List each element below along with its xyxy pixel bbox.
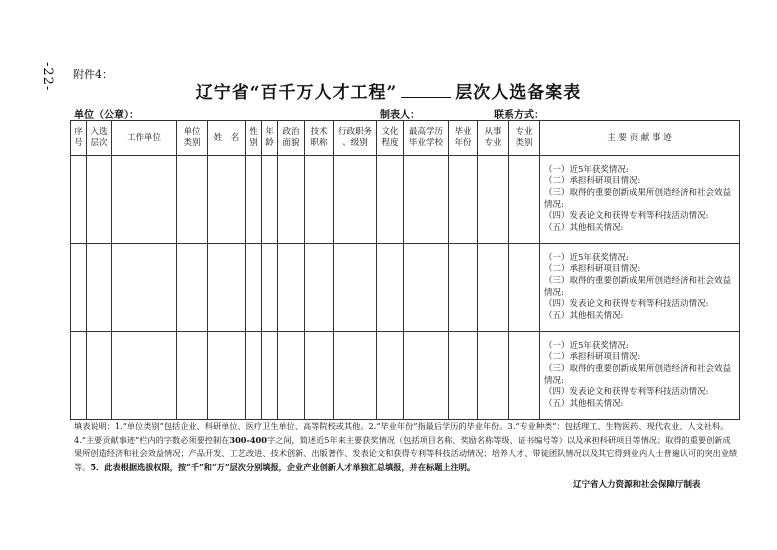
cell-admin[interactable] bbox=[334, 332, 377, 420]
col-seq: 序 号 bbox=[71, 121, 87, 156]
col-title: 技术 职称 bbox=[305, 121, 334, 156]
cell-name[interactable] bbox=[208, 156, 246, 244]
col-grad-year: 毕业 年份 bbox=[449, 121, 478, 156]
unit-label: 单位（公章）： bbox=[74, 110, 139, 121]
cell-school[interactable] bbox=[404, 156, 449, 244]
page-number: -22- bbox=[40, 62, 55, 92]
cell-seq[interactable] bbox=[71, 332, 87, 420]
cell-title[interactable] bbox=[305, 332, 334, 420]
cell-work-unit[interactable] bbox=[112, 244, 177, 332]
cell-school[interactable] bbox=[404, 332, 449, 420]
col-unit-type: 单位 类别 bbox=[177, 121, 208, 156]
cell-age[interactable] bbox=[262, 332, 278, 420]
cell-grad-year[interactable] bbox=[449, 332, 478, 420]
cell-age[interactable] bbox=[262, 244, 278, 332]
cell-contrib[interactable]: （一）近5年获奖情况: （二）承担科研项目情况: （三）取得的重要创新成果所创造经济和社会效益情况: （四）发表论文和获得专利等科技活动情况: （五）其他相关情况: bbox=[540, 332, 740, 420]
cell-politics[interactable] bbox=[278, 332, 305, 420]
attachment-label: 附件4： bbox=[73, 68, 113, 81]
cell-unit-type[interactable] bbox=[177, 332, 208, 420]
title-blank bbox=[401, 83, 451, 98]
fill-instructions: 填表说明：1.“单位类别”包括企业、科研单位、医疗卫生单位、高等院校或其他。2.“毕业年份”指最后学历的毕业年份。3.“专业种类”：包括理工、生物医药、现代农业、人文社科。4.“主要贡献事迹”栏内的字数必须要控制在300-400字之间，简述近5年来主要获奖情况（包括项目名称、奖励名称等级、证书编号等）以及承担科研项目等情况；取得的重要创新成果所创造经济和社会效益情况；产品开发、工艺改进、技术创新、出版著作、发表论文和获得专利等科技活动情况；培养人才、带徒团队情况以及其它得到业内人士普遍认可的突出业绩等。5．此表根据选拔权限，按“千”和“万”层次分别填报，企业产业创新人才单独汇总填报，并在标题上注明。 bbox=[74, 421, 738, 472]
col-work-unit: 工作单位 bbox=[112, 121, 177, 156]
cell-politics[interactable] bbox=[278, 244, 305, 332]
cell-grad-year[interactable] bbox=[449, 244, 478, 332]
cell-gender[interactable] bbox=[246, 332, 262, 420]
page-title bbox=[0, 78, 777, 103]
cell-contrib[interactable]: （一）近5年获奖情况: （二）承担科研项目情况: （三）取得的重要创新成果所创造经济和社会效益情况: （四）发表论文和获得专利等科技活动情况: （五）其他相关情况: bbox=[540, 156, 740, 244]
contact-label: 联系方式： bbox=[494, 110, 544, 121]
cell-seq[interactable] bbox=[71, 244, 87, 332]
cell-edu[interactable] bbox=[377, 244, 404, 332]
cell-unit-type[interactable] bbox=[177, 244, 208, 332]
cell-edu[interactable] bbox=[377, 332, 404, 420]
maker-label: 制表人： bbox=[380, 110, 420, 121]
cell-name[interactable] bbox=[208, 332, 246, 420]
cell-school[interactable] bbox=[404, 244, 449, 332]
cell-admin[interactable] bbox=[334, 156, 377, 244]
cell-major[interactable] bbox=[478, 332, 509, 420]
title-before: 辽宁省“百千万人才工程” bbox=[195, 83, 398, 103]
cell-name[interactable] bbox=[208, 244, 246, 332]
col-edu: 文化 程度 bbox=[377, 121, 404, 156]
cell-contrib[interactable]: （一）近5年获奖情况: （二）承担科研项目情况: （三）取得的重要创新成果所创造经济和社会效益情况: （四）发表论文和获得专利等科技活动情况: （五）其他相关情况: bbox=[540, 244, 740, 332]
col-admin: 行政职务 、级别 bbox=[334, 121, 377, 156]
cell-work-unit[interactable] bbox=[112, 332, 177, 420]
cell-unit-type[interactable] bbox=[177, 156, 208, 244]
cell-politics[interactable] bbox=[278, 156, 305, 244]
col-major-type: 专业 类别 bbox=[509, 121, 540, 156]
col-school: 最高学历 毕业学校 bbox=[404, 121, 449, 156]
table-row bbox=[71, 244, 740, 332]
cell-major[interactable] bbox=[478, 156, 509, 244]
cell-level[interactable] bbox=[87, 244, 112, 332]
filing-table bbox=[70, 120, 740, 420]
col-contrib: 主 要 贡 献 事 迹 bbox=[540, 121, 740, 156]
col-major: 从事 专业 bbox=[478, 121, 509, 156]
cell-gender[interactable] bbox=[246, 156, 262, 244]
col-level: 入选 层次 bbox=[87, 121, 112, 156]
cell-level[interactable] bbox=[87, 156, 112, 244]
cell-age[interactable] bbox=[262, 156, 278, 244]
issuer-footer: 辽宁省人力资源和社会保障厅制表 bbox=[573, 480, 701, 490]
col-gender: 性 别 bbox=[246, 121, 262, 156]
title-after: 层次人选备案表 bbox=[455, 83, 582, 103]
cell-admin[interactable] bbox=[334, 244, 377, 332]
cell-grad-year[interactable] bbox=[449, 156, 478, 244]
col-politics: 政治 面貌 bbox=[278, 121, 305, 156]
table-row bbox=[71, 332, 740, 420]
cell-gender[interactable] bbox=[246, 244, 262, 332]
cell-major-type[interactable] bbox=[509, 156, 540, 244]
cell-title[interactable] bbox=[305, 244, 334, 332]
cell-major-type[interactable] bbox=[509, 332, 540, 420]
cell-title[interactable] bbox=[305, 156, 334, 244]
table-row bbox=[71, 156, 740, 244]
cell-major[interactable] bbox=[478, 244, 509, 332]
col-name: 姓 名 bbox=[208, 121, 246, 156]
col-age: 年 龄 bbox=[262, 121, 278, 156]
cell-seq[interactable] bbox=[71, 156, 87, 244]
cell-edu[interactable] bbox=[377, 156, 404, 244]
header-row bbox=[71, 121, 740, 156]
cell-level[interactable] bbox=[87, 332, 112, 420]
cell-work-unit[interactable] bbox=[112, 156, 177, 244]
cell-major-type[interactable] bbox=[509, 244, 540, 332]
